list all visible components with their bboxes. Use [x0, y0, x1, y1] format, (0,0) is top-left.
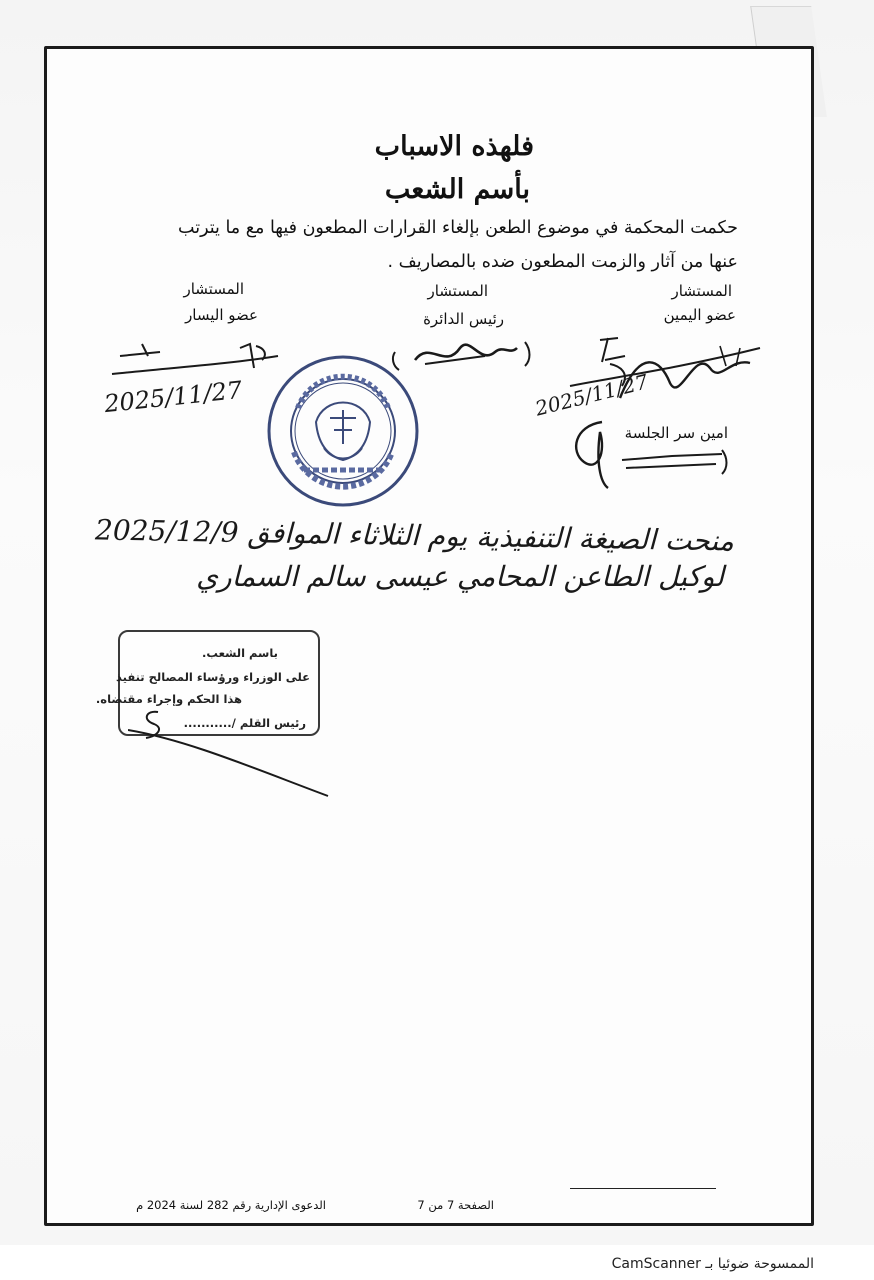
scanner-footer [0, 1245, 874, 1280]
footer-page: الصفحة 7 من 7 [417, 1198, 494, 1212]
signature-right-date: 2025/11/27 [532, 369, 651, 421]
judge-center-role: رئيس الدائرة [423, 310, 504, 328]
footer-signature-line [570, 1188, 716, 1189]
judge-left-title: المستشار [183, 280, 244, 298]
judgment-line-1: حكمت المحكمة في موضوع الطعن بإلغاء القرارات المطعون فيها مع ما يترتب [178, 218, 738, 238]
heading-subtitle: بأسم الشعب [384, 174, 530, 205]
judge-right-role: عضو اليمين [663, 306, 736, 324]
signature-clerk [566, 412, 736, 492]
judgment-line-2: عنها من آثار والزمت المطعون ضده بالمصاريف . [387, 252, 738, 272]
official-seal [264, 352, 422, 510]
judge-right-title: المستشار [671, 282, 732, 300]
clerk-label: امين سر الجلسة [624, 424, 728, 442]
signature-left-date: 2025/11/27 [102, 375, 244, 419]
heading-title: فلهذه الاسباب [374, 131, 534, 162]
judge-left-role: عضو اليسار [185, 306, 258, 324]
judge-center-title: المستشار [427, 282, 488, 300]
stamp-line-2: على الوزراء ورؤساء المصالح تنفيذ [115, 670, 310, 684]
handwritten-note-line-2: لوكيل الطاعن المحامي عيسى سالم السماري [196, 560, 724, 593]
stamp-line-3: هذا الحكم وإجراء مقتضاه. [95, 692, 242, 706]
footer-case: الدعوى الإدارية رقم 282 لسنة 2024 م [136, 1198, 326, 1212]
stamp-signature-stroke [128, 700, 338, 800]
scanner-label: الممسوحة ضوئيا بـ CamScanner [611, 1256, 814, 1272]
handwritten-note-line-1: منحت الصيغة التنفيذية يوم الثلاثاء الموافق 2025/12/9 [94, 513, 735, 558]
stamp-line-1: باسم الشعب. [202, 646, 278, 660]
stamp-line-4: رئيس القلم /........... [183, 716, 306, 730]
